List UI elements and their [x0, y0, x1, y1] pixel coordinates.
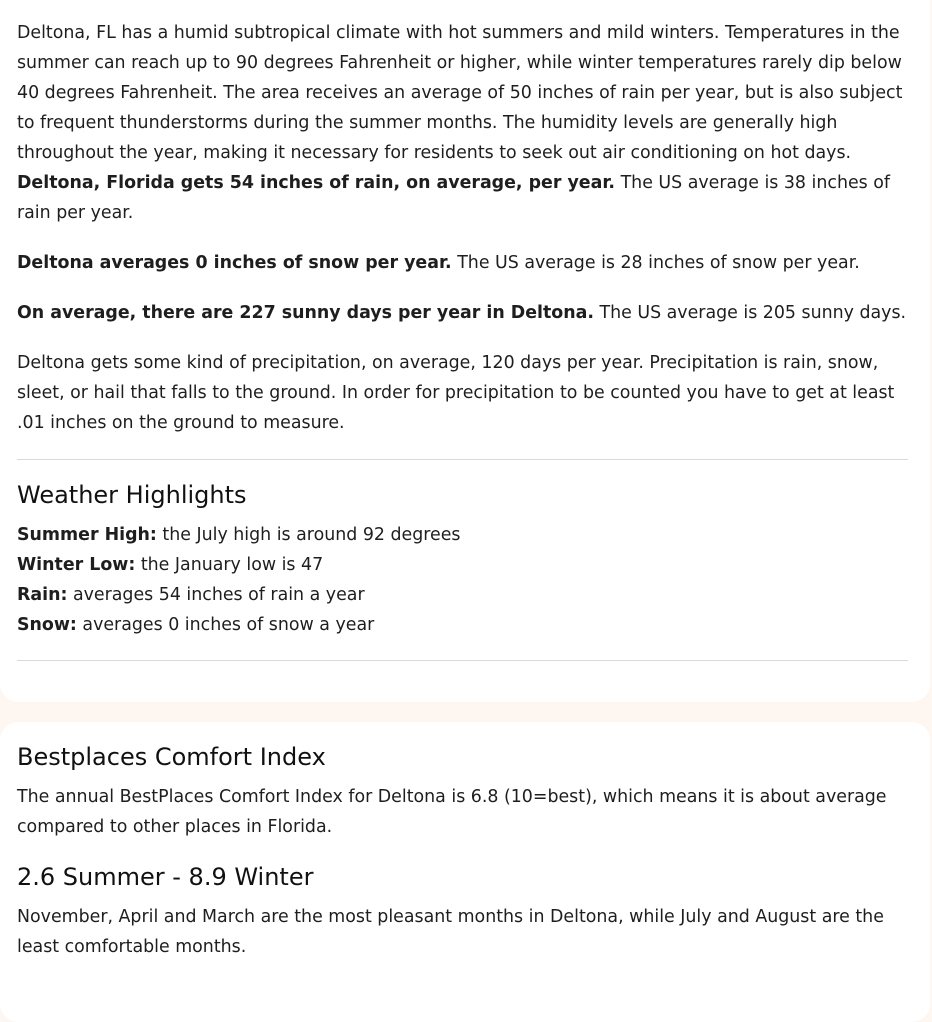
- highlight-label: Winter Low:: [17, 555, 136, 575]
- highlight-label: Summer High:: [17, 525, 157, 545]
- highlight-value: the January low is 47: [140, 555, 324, 575]
- highlight-value: averages 54 inches of rain a year: [72, 585, 365, 605]
- divider: [17, 459, 908, 460]
- sun-summary-bold: On average, there are 227 sunny days per year in Deltona.: [17, 303, 594, 323]
- comfort-index-card: [0, 722, 930, 1022]
- highlight-winter-low: [17, 550, 460, 580]
- snow-us-average: The US average is 28 inches of snow per year.: [457, 253, 860, 273]
- comfort-season-text: November, April and March are the most pleasant months in Deltona, while July and August are the least comfortable months.: [17, 907, 884, 957]
- highlight-label: Rain:: [17, 585, 68, 605]
- comfort-season-heading: 2.6 Summer - 8.9 Winter: [17, 863, 314, 891]
- highlight-snow: [17, 610, 460, 640]
- rain-us-average: The US average is 38 inches of rain per year.: [17, 173, 891, 223]
- sun-paragraph: [17, 298, 910, 328]
- climate-intro-text: Deltona, FL has a humid subtropical climate with hot summers and mild winters. Temperatures in the summer can reach up to 90 degrees Fahrenheit or higher, while winter temperatures rarely dip below 40 degrees Fahrenheit. The area receives an average of 50 inches of rain per year, but is also subject to frequent thunderstorms during the summer months. The humidity levels are generally high throughout the year, making it necessary for residents to seek out air conditioning on hot days.: [17, 23, 903, 163]
- snow-paragraph: [17, 248, 910, 278]
- highlight-value: averages 0 inches of snow a year: [82, 615, 375, 635]
- comfort-index-title: Bestplaces Comfort Index: [17, 743, 326, 771]
- climate-intro-paragraph: [17, 18, 910, 228]
- snow-summary-bold: Deltona averages 0 inches of snow per year.: [17, 253, 452, 273]
- sun-us-average: The US average is 205 sunny days.: [599, 303, 907, 323]
- highlight-value: the July high is around 92 degrees: [162, 525, 461, 545]
- precipitation-paragraph: Deltona gets some kind of precipitation, on average, 120 days per year. Precipitation is rain, snow, sleet, or hail that falls to the ground. In order for precipitation to be counted you have to get at least .01 inches on the ground to measure.: [17, 353, 895, 433]
- comfort-index-description: The annual BestPlaces Comfort Index for Deltona is 6.8 (10=best), which means it is about average compared to other places in Florida.: [17, 787, 887, 837]
- divider: [17, 660, 908, 661]
- weather-highlights-list: [17, 520, 460, 640]
- rain-summary-bold: Deltona, Florida gets 54 inches of rain, on average, per year.: [17, 173, 616, 193]
- weather-highlights-title: Weather Highlights: [17, 481, 247, 509]
- highlight-label: Snow:: [17, 615, 77, 635]
- highlight-rain: [17, 580, 460, 610]
- highlight-summer-high: [17, 520, 460, 550]
